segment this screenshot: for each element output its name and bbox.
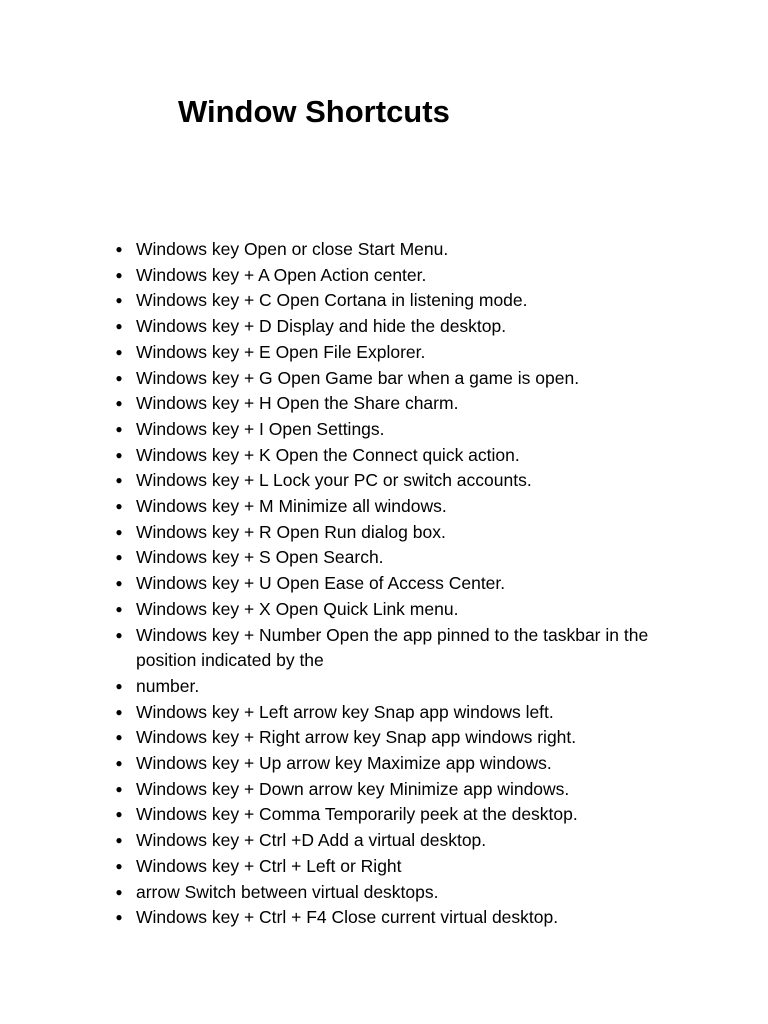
list-item — [110, 468, 700, 494]
list-item — [110, 366, 700, 392]
list-item — [110, 520, 700, 546]
shortcut-text: Windows key + E Open File Explorer. — [136, 341, 426, 362]
bullet-icon: ● — [115, 421, 123, 436]
shortcut-text: Windows key + Number Open the app pinned to the taskbar in the position indicated by the — [136, 624, 649, 671]
bullet-icon: ● — [115, 678, 123, 693]
list-item — [110, 674, 700, 700]
list-item — [110, 700, 700, 726]
list-item — [110, 828, 700, 854]
shortcut-text: Windows key + K Open the Connect quick action. — [136, 444, 520, 465]
bullet-icon: ● — [115, 499, 123, 514]
shortcut-text: Windows key Open or close Start Menu. — [136, 239, 449, 259]
shortcut-text: Windows key + Ctrl + Left or Right — [136, 855, 402, 876]
shortcut-text: Windows key + Ctrl +D Add a virtual desktop. — [136, 830, 487, 851]
shortcut-text: Windows key + I Open Settings. — [136, 418, 385, 439]
bullet-icon: ● — [115, 242, 123, 256]
list-item — [110, 494, 700, 520]
shortcut-text: Windows key + H Open the Share charm. — [136, 393, 459, 414]
bullet-icon: ● — [115, 524, 123, 539]
bullet-icon: ● — [115, 550, 123, 565]
bullet-icon: ● — [115, 293, 123, 308]
bullet-icon: ● — [115, 267, 123, 282]
shortcut-text: Windows key + L Lock your PC or switch accounts. — [136, 470, 532, 491]
shortcut-text: Windows key + S Open Search. — [136, 547, 384, 568]
shortcut-list — [110, 237, 700, 931]
shortcut-text: Windows key + R Open Run dialog box. — [136, 521, 446, 542]
list-item — [110, 623, 700, 674]
bullet-icon: ● — [115, 833, 123, 848]
page-title: Window Shortcuts — [178, 94, 450, 129]
shortcut-text: Windows key + M Minimize all windows. — [136, 496, 447, 517]
shortcut-text: Windows key + D Display and hide the desktop. — [136, 316, 507, 337]
shortcut-text: Windows key + X Open Quick Link menu. — [136, 598, 459, 619]
shortcut-text: Windows key + Ctrl + F4 Close current virtual desktop. — [136, 907, 559, 928]
bullet-icon: ● — [115, 344, 123, 359]
shortcut-text: Windows key + Down arrow key Minimize app windows. — [136, 778, 570, 799]
shortcut-text: Windows key + Left arrow key Snap app windows left. — [136, 701, 554, 722]
shortcut-text: Windows key + U Open Ease of Access Center. — [136, 573, 506, 594]
bullet-icon: ● — [115, 910, 123, 925]
list-item — [110, 597, 700, 623]
bullet-icon: ● — [115, 756, 123, 771]
bullet-icon: ● — [115, 627, 123, 642]
list-item — [110, 288, 700, 314]
list-item — [110, 880, 700, 906]
list-item — [110, 571, 700, 597]
list-item — [110, 905, 700, 931]
bullet-icon: ● — [115, 447, 123, 462]
bullet-icon: ● — [115, 370, 123, 385]
list-item — [110, 802, 700, 828]
bullet-icon: ● — [115, 473, 123, 488]
list-item — [110, 340, 700, 366]
list-item — [110, 417, 700, 443]
shortcut-text: number. — [136, 675, 200, 696]
shortcut-text: Windows key + C Open Cortana in listening mode. — [136, 290, 528, 311]
list-item — [110, 443, 700, 469]
list-item — [110, 545, 700, 571]
shortcut-text: Windows key + A Open Action center. — [136, 264, 427, 285]
list-item — [110, 777, 700, 803]
list-item — [110, 751, 700, 777]
shortcut-text: Windows key + Right arrow key Snap app windows right. — [136, 727, 577, 748]
shortcut-text: arrow Switch between virtual desktops. — [136, 881, 439, 902]
shortcut-text: Windows key + G Open Game bar when a game is open. — [136, 367, 580, 388]
shortcut-text: Windows key + Up arrow key Maximize app windows. — [136, 753, 552, 774]
bullet-icon: ● — [115, 781, 123, 796]
list-item — [110, 725, 700, 751]
list-item — [110, 854, 700, 880]
bullet-icon: ● — [115, 319, 123, 334]
list-item — [110, 391, 700, 417]
list-item — [110, 314, 700, 340]
list-item — [110, 237, 700, 263]
bullet-icon: ● — [115, 807, 123, 822]
list-item — [110, 263, 700, 289]
bullet-icon: ● — [115, 601, 123, 616]
bullet-icon: ● — [115, 730, 123, 745]
bullet-icon: ● — [115, 858, 123, 873]
bullet-icon: ● — [115, 396, 123, 411]
bullet-icon: ● — [115, 576, 123, 591]
shortcut-text: Windows key + Comma Temporarily peek at the desktop. — [136, 804, 578, 825]
bullet-icon: ● — [115, 704, 123, 719]
bullet-icon: ● — [115, 884, 123, 899]
